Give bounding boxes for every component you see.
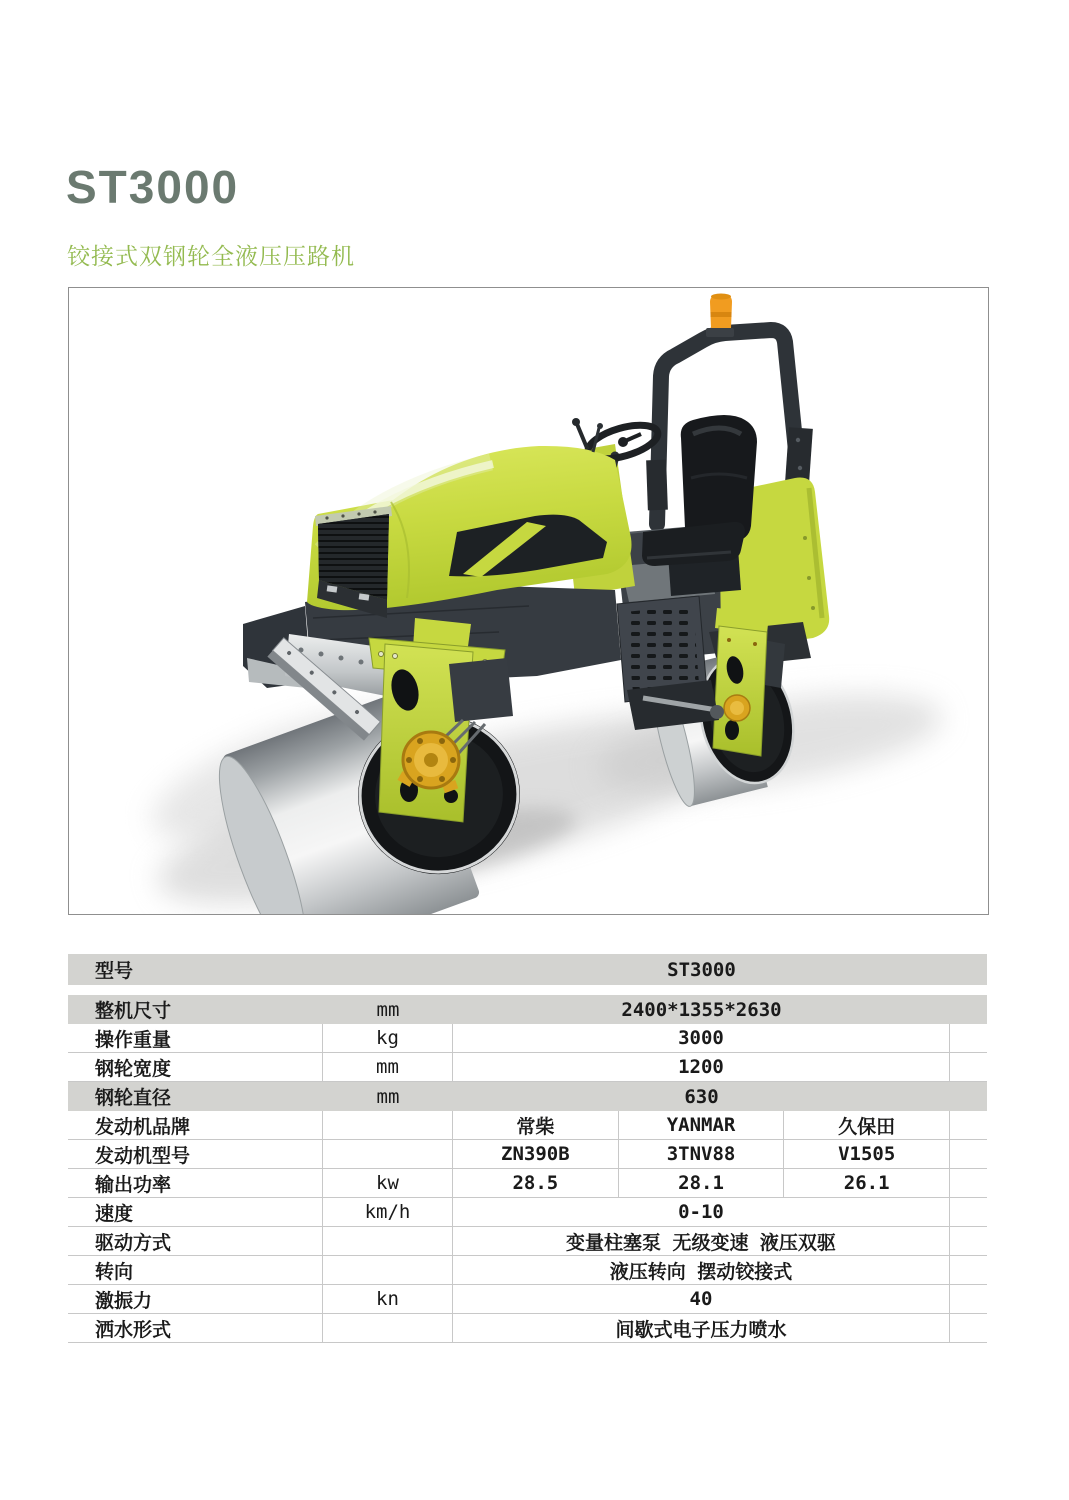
spec-value: 40	[689, 1288, 713, 1310]
spec-value: 630	[684, 1085, 719, 1108]
spec-unit	[323, 1227, 453, 1255]
spec-value: V1505	[783, 1140, 949, 1168]
spec-value: 液压转向 摆动铰接式	[609, 1260, 793, 1283]
row-tail	[950, 954, 987, 985]
spec-value: 28.1	[618, 1169, 784, 1197]
table-row	[68, 1198, 987, 1227]
table-row	[68, 1314, 987, 1343]
spec-value: 间歇式电子压力喷水	[615, 1318, 787, 1341]
spec-value: 3000	[678, 1027, 724, 1049]
table-row	[68, 1140, 987, 1169]
row-tail	[950, 1111, 987, 1139]
spec-unit	[323, 1314, 453, 1342]
table-row	[68, 1256, 987, 1285]
beacon-light-icon	[706, 294, 734, 338]
spec-value: 26.1	[783, 1169, 949, 1197]
spec-label: 驱动方式	[68, 1227, 323, 1255]
spec-label: 型号	[95, 961, 134, 982]
table-row	[68, 1227, 987, 1256]
table-row	[68, 995, 987, 1024]
spec-unit: km/h	[323, 1198, 453, 1226]
spec-unit	[323, 1256, 453, 1284]
spec-label: 发动机品牌	[68, 1111, 323, 1139]
spec-unit	[323, 1140, 453, 1168]
table-row	[68, 1111, 987, 1140]
row-tail	[950, 1314, 987, 1342]
table-row	[68, 1285, 987, 1314]
spec-label: 速度	[68, 1198, 323, 1226]
table-row	[68, 1169, 987, 1198]
product-image-frame	[68, 287, 989, 915]
spec-label: 钢轮宽度	[68, 1053, 323, 1081]
spec-value: YANMAR	[618, 1111, 784, 1139]
spec-value: 久保田	[783, 1111, 949, 1139]
spec-unit: mm	[376, 1085, 400, 1108]
spec-label: 发动机型号	[68, 1140, 323, 1168]
spec-unit	[323, 1111, 453, 1139]
spec-table	[68, 954, 987, 1343]
spec-label: 操作重量	[68, 1024, 323, 1052]
spec-value: 0-10	[678, 1201, 724, 1223]
row-tail	[950, 1082, 987, 1111]
row-tail	[950, 1024, 987, 1052]
spec-label: 整机尺寸	[95, 1001, 172, 1022]
row-tail	[950, 1227, 987, 1255]
spec-value: 2400*1355*2630	[621, 998, 782, 1021]
spec-label: 激振力	[68, 1285, 323, 1313]
table-row	[68, 954, 987, 985]
row-tail	[950, 1169, 987, 1197]
row-tail	[950, 1256, 987, 1284]
spec-label: 洒水形式	[68, 1314, 323, 1342]
page-subtitle: 铰接式双钢轮全液压压路机	[67, 243, 355, 269]
table-row	[68, 1024, 987, 1053]
spec-unit: kw	[323, 1169, 453, 1197]
page-title: ST3000	[66, 161, 240, 213]
spec-value: ZN390B	[501, 1143, 570, 1165]
spec-label: 转向	[68, 1256, 323, 1284]
table-gap	[68, 985, 987, 995]
spec-label: 输出功率	[68, 1169, 323, 1197]
row-tail	[950, 995, 987, 1024]
spec-value: 3TNV88	[618, 1140, 784, 1168]
row-tail	[950, 1198, 987, 1226]
spec-value: 常柴	[516, 1115, 555, 1138]
spec-value: ST3000	[667, 958, 736, 981]
row-tail	[950, 1140, 987, 1168]
spec-unit: kg	[323, 1024, 453, 1052]
spec-unit: mm	[376, 998, 400, 1021]
spec-value: 变量柱塞泵 无级变速 液压双驱	[566, 1231, 836, 1254]
table-row	[68, 1053, 987, 1082]
row-tail	[950, 1053, 987, 1081]
spec-unit: kn	[323, 1285, 453, 1313]
spec-unit	[323, 954, 453, 985]
row-tail	[950, 1285, 987, 1313]
machine-illustration	[69, 288, 988, 914]
spec-unit: mm	[323, 1053, 453, 1081]
spec-label: 钢轮直径	[95, 1088, 172, 1109]
spec-value: 1200	[678, 1056, 724, 1078]
spec-value: 28.5	[512, 1172, 559, 1194]
table-row	[68, 1082, 987, 1111]
